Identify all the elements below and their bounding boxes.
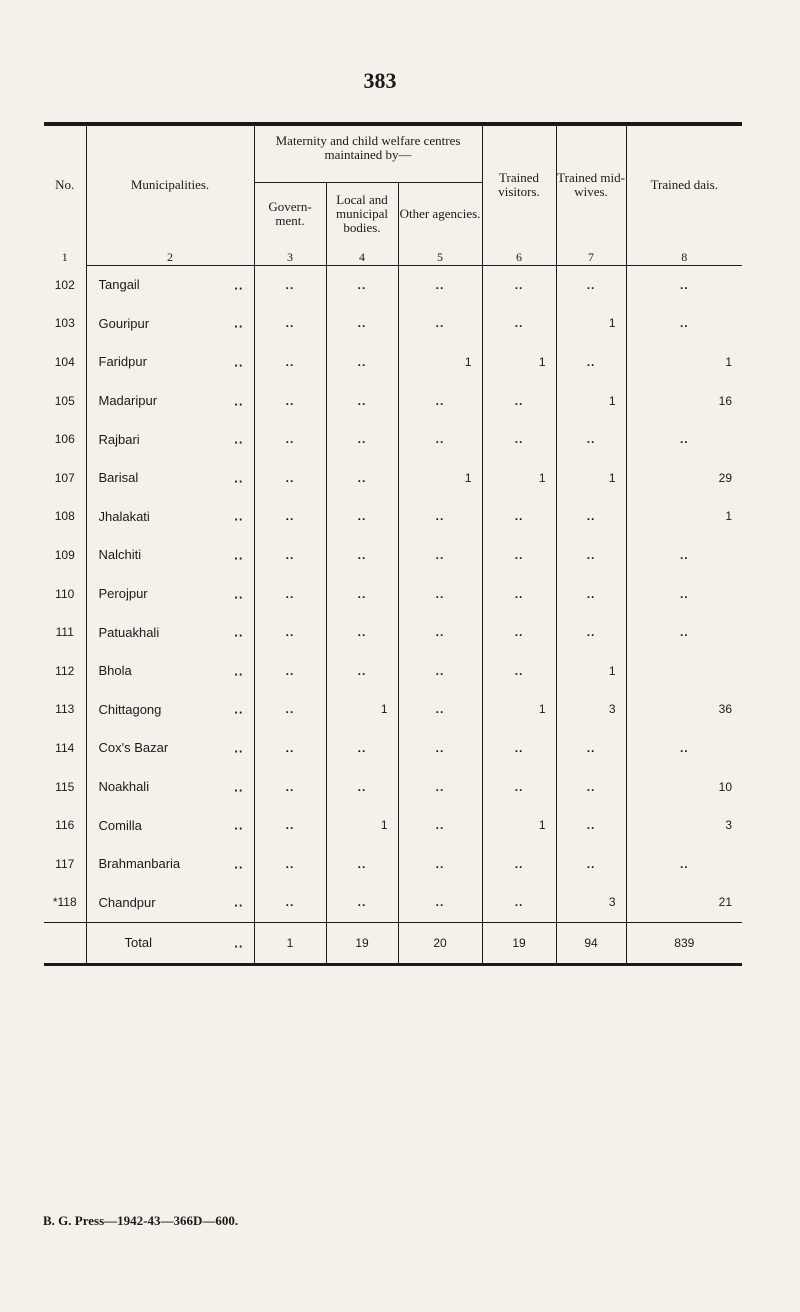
- municipality-name-text: Patuakhali: [98, 624, 160, 640]
- cell-trained-midwives: ..: [556, 574, 626, 613]
- cell-trained-visitors: ..: [482, 265, 556, 304]
- cell-other-agencies: ..: [398, 806, 482, 845]
- leader-dots: ..: [234, 663, 244, 679]
- municipality-name-text: Madaripur: [98, 393, 158, 409]
- leader-dots: ..: [234, 894, 244, 910]
- cell-government: ..: [254, 265, 326, 304]
- header-no: No.: [55, 177, 75, 193]
- table-row: [44, 806, 742, 845]
- row-number: 105: [54, 393, 75, 408]
- municipality-name: [86, 883, 254, 922]
- leader-dots: ..: [234, 470, 244, 486]
- cell-other-agencies: ..: [398, 613, 482, 652]
- municipality-name-text: Brahmanbaria: [98, 856, 181, 872]
- table-row: [44, 420, 742, 459]
- municipality-name: [86, 458, 254, 497]
- cell-local-bodies: ..: [326, 304, 398, 343]
- table-row: [44, 304, 742, 343]
- cell-trained-visitors: ..: [482, 536, 556, 575]
- cell-local-bodies: ..: [326, 613, 398, 652]
- cell-local-bodies: 1: [326, 806, 398, 845]
- cell-trained-midwives: 1: [556, 651, 626, 690]
- municipality-name: [86, 304, 254, 343]
- column-number: 7: [556, 245, 626, 266]
- table-row: [44, 767, 742, 806]
- header-trained-midwives: Trained mid-wives.: [556, 126, 626, 245]
- total-label-text: Total: [124, 935, 152, 951]
- header-trained-dais: Trained dais.: [626, 126, 742, 245]
- municipality-name-text: Tangail: [98, 277, 140, 293]
- cell-trained-visitors: ..: [482, 883, 556, 922]
- statistics-table-wrapper: [44, 122, 742, 966]
- table-row: [44, 613, 742, 652]
- cell-local-bodies: ..: [326, 458, 398, 497]
- cell-local-bodies: ..: [326, 574, 398, 613]
- table-row: [44, 381, 742, 420]
- municipality-name-text: Noakhali: [98, 779, 150, 795]
- press-imprint: B. G. Press—1942-43—366D—600.: [43, 1213, 239, 1228]
- table-row: [44, 574, 742, 613]
- table-row: [44, 690, 742, 729]
- municipality-name-text: Nalchiti: [98, 547, 142, 563]
- cell-government: ..: [254, 536, 326, 575]
- leader-dots: ..: [234, 315, 244, 331]
- total-local-bodies: 19: [326, 922, 398, 963]
- cell-other-agencies: 1: [398, 458, 482, 497]
- cell-trained-dais: ..: [626, 844, 742, 883]
- cell-trained-midwives: ..: [556, 729, 626, 768]
- municipality-name: [86, 690, 254, 729]
- column-number-row: [44, 245, 742, 266]
- column-number: 6: [482, 245, 556, 266]
- cell-other-agencies: ..: [398, 690, 482, 729]
- row-number: 111: [55, 625, 74, 640]
- leader-dots: ..: [234, 779, 244, 795]
- municipality-name: [86, 729, 254, 768]
- cell-trained-visitors: ..: [482, 729, 556, 768]
- total-government: 1: [254, 922, 326, 963]
- cell-local-bodies: ..: [326, 536, 398, 575]
- row-number: 115: [55, 779, 75, 794]
- cell-other-agencies: ..: [398, 497, 482, 536]
- cell-trained-visitors: ..: [482, 767, 556, 806]
- cell-government: ..: [254, 420, 326, 459]
- header-local-bodies: Local and municipal bodies.: [326, 182, 398, 245]
- table-row: [44, 651, 742, 690]
- table-row: [44, 458, 742, 497]
- cell-trained-midwives: ..: [556, 265, 626, 304]
- cell-trained-visitors: ..: [482, 613, 556, 652]
- municipality-name: [86, 613, 254, 652]
- cell-trained-dais: 10: [626, 767, 742, 806]
- cell-other-agencies: ..: [398, 767, 482, 806]
- leader-dots: ..: [234, 935, 244, 951]
- cell-government: ..: [254, 497, 326, 536]
- column-number: 1: [61, 250, 68, 264]
- cell-trained-dais: ..: [626, 304, 742, 343]
- cell-local-bodies: ..: [326, 844, 398, 883]
- header-government: Govern-ment.: [254, 182, 326, 245]
- cell-trained-midwives: 3: [556, 690, 626, 729]
- cell-government: ..: [254, 806, 326, 845]
- table-row: [44, 844, 742, 883]
- cell-local-bodies: ..: [326, 265, 398, 304]
- municipality-name-text: Cox's Bazar: [98, 740, 169, 756]
- cell-local-bodies: ..: [326, 343, 398, 382]
- table-row: [44, 497, 742, 536]
- header-municipalities: Municipalities.: [86, 126, 254, 245]
- cell-local-bodies: ..: [326, 767, 398, 806]
- municipality-name-text: Rajbari: [98, 431, 140, 447]
- total-trained-dais: 839: [626, 922, 742, 963]
- cell-trained-dais: 36: [626, 690, 742, 729]
- row-number: 104: [54, 354, 75, 369]
- cell-other-agencies: ..: [398, 536, 482, 575]
- cell-trained-midwives: ..: [556, 536, 626, 575]
- total-trained-visitors: 19: [482, 922, 556, 963]
- municipality-name: [86, 651, 254, 690]
- row-number: 103: [54, 316, 75, 331]
- cell-trained-dais: ..: [626, 265, 742, 304]
- row-number: *118: [52, 895, 77, 910]
- cell-other-agencies: ..: [398, 883, 482, 922]
- cell-trained-midwives: 1: [556, 381, 626, 420]
- cell-other-agencies: ..: [398, 729, 482, 768]
- row-number: 107: [54, 470, 75, 485]
- cell-government: ..: [254, 767, 326, 806]
- cell-trained-visitors: ..: [482, 381, 556, 420]
- municipality-name-text: Chandpur: [98, 894, 156, 910]
- leader-dots: ..: [234, 393, 244, 409]
- cell-trained-visitors: ..: [482, 304, 556, 343]
- row-number: 113: [55, 702, 75, 717]
- cell-government: ..: [254, 343, 326, 382]
- total-other-agencies: 20: [398, 922, 482, 963]
- leader-dots: ..: [234, 508, 244, 524]
- cell-government: ..: [254, 844, 326, 883]
- leader-dots: ..: [234, 277, 244, 293]
- cell-trained-visitors: ..: [482, 497, 556, 536]
- cell-local-bodies: ..: [326, 381, 398, 420]
- table-row: [44, 343, 742, 382]
- cell-government: ..: [254, 458, 326, 497]
- header-other-agencies: Other agencies.: [398, 182, 482, 245]
- cell-local-bodies: ..: [326, 883, 398, 922]
- leader-dots: ..: [234, 586, 244, 602]
- cell-local-bodies: ..: [326, 497, 398, 536]
- municipality-name: [86, 844, 254, 883]
- column-number: 3: [254, 245, 326, 266]
- total-label: [86, 922, 254, 963]
- municipality-name: [86, 497, 254, 536]
- cell-local-bodies: ..: [326, 729, 398, 768]
- leader-dots: ..: [234, 817, 244, 833]
- row-number: 116: [55, 818, 75, 833]
- municipality-name: [86, 806, 254, 845]
- row-number: 108: [54, 509, 75, 524]
- row-number: 102: [54, 277, 75, 292]
- total-trained-midwives: 94: [556, 922, 626, 963]
- cell-trained-dais: 21: [626, 883, 742, 922]
- cell-government: ..: [254, 883, 326, 922]
- leader-dots: ..: [234, 354, 244, 370]
- cell-trained-midwives: 1: [556, 458, 626, 497]
- leader-dots: ..: [234, 547, 244, 563]
- column-number: 5: [398, 245, 482, 266]
- cell-trained-dais: ..: [626, 729, 742, 768]
- cell-trained-midwives: ..: [556, 343, 626, 382]
- cell-other-agencies: ..: [398, 651, 482, 690]
- municipality-name-text: Bhola: [98, 663, 132, 679]
- header-trained-visitors: Trained visitors.: [482, 126, 556, 245]
- leader-dots: ..: [234, 624, 244, 640]
- cell-trained-midwives: ..: [556, 420, 626, 459]
- header-group-centres: Maternity and child welfare centres maintained by—: [254, 126, 482, 182]
- page-number: 383: [363, 68, 397, 93]
- column-number: 8: [626, 245, 742, 266]
- cell-government: ..: [254, 729, 326, 768]
- municipality-name: [86, 381, 254, 420]
- cell-government: ..: [254, 613, 326, 652]
- leader-dots: ..: [234, 740, 244, 756]
- municipality-name-text: Faridpur: [98, 354, 147, 370]
- leader-dots: ..: [234, 701, 244, 717]
- cell-trained-visitors: ..: [482, 574, 556, 613]
- table-bottom-rule: [44, 963, 742, 966]
- cell-trained-visitors: 1: [482, 690, 556, 729]
- municipality-name: [86, 574, 254, 613]
- cell-trained-visitors: 1: [482, 806, 556, 845]
- table-row: [44, 729, 742, 768]
- municipality-name: [86, 767, 254, 806]
- table-row: [44, 536, 742, 575]
- cell-trained-midwives: 3: [556, 883, 626, 922]
- row-number: 110: [55, 586, 75, 601]
- leader-dots: ..: [234, 856, 244, 872]
- column-number: 4: [326, 245, 398, 266]
- cell-trained-dais: [626, 651, 742, 690]
- cell-other-agencies: ..: [398, 844, 482, 883]
- cell-trained-dais: 16: [626, 381, 742, 420]
- cell-trained-midwives: ..: [556, 806, 626, 845]
- cell-other-agencies: 1: [398, 343, 482, 382]
- table-row: [44, 883, 742, 922]
- cell-government: ..: [254, 651, 326, 690]
- cell-government: ..: [254, 574, 326, 613]
- table-row: [44, 265, 742, 304]
- cell-trained-visitors: 1: [482, 458, 556, 497]
- municipality-name-text: Chittagong: [98, 701, 162, 717]
- cell-trained-midwives: ..: [556, 497, 626, 536]
- cell-trained-dais: 1: [626, 497, 742, 536]
- row-number: 106: [54, 432, 75, 447]
- cell-government: ..: [254, 304, 326, 343]
- row-number: 109: [54, 547, 75, 562]
- cell-local-bodies: ..: [326, 420, 398, 459]
- maternity-welfare-table: [44, 126, 742, 963]
- municipality-name: [86, 265, 254, 304]
- cell-trained-visitors: ..: [482, 651, 556, 690]
- cell-trained-visitors: ..: [482, 844, 556, 883]
- cell-trained-midwives: ..: [556, 613, 626, 652]
- cell-other-agencies: ..: [398, 381, 482, 420]
- cell-trained-visitors: 1: [482, 343, 556, 382]
- cell-other-agencies: ..: [398, 304, 482, 343]
- municipality-name-text: Barisal: [98, 470, 139, 486]
- municipality-name-text: Perojpur: [98, 586, 148, 602]
- municipality-name-text: Jhalakati: [98, 508, 150, 524]
- cell-trained-dais: 29: [626, 458, 742, 497]
- cell-other-agencies: ..: [398, 574, 482, 613]
- cell-trained-midwives: 1: [556, 304, 626, 343]
- cell-other-agencies: ..: [398, 265, 482, 304]
- municipality-name-text: Comilla: [98, 817, 142, 833]
- cell-other-agencies: ..: [398, 420, 482, 459]
- cell-trained-dais: 1: [626, 343, 742, 382]
- cell-trained-visitors: ..: [482, 420, 556, 459]
- table-body: [44, 265, 742, 922]
- column-number: 2: [86, 245, 254, 266]
- row-number: 112: [55, 663, 75, 678]
- cell-trained-midwives: ..: [556, 767, 626, 806]
- row-number: 114: [55, 740, 75, 755]
- row-number: 117: [55, 856, 75, 871]
- total-row: [44, 922, 742, 963]
- cell-trained-dais: ..: [626, 420, 742, 459]
- municipality-name: [86, 420, 254, 459]
- cell-trained-dais: ..: [626, 536, 742, 575]
- cell-local-bodies: 1: [326, 690, 398, 729]
- cell-government: ..: [254, 690, 326, 729]
- cell-trained-dais: 3: [626, 806, 742, 845]
- cell-local-bodies: ..: [326, 651, 398, 690]
- cell-trained-dais: ..: [626, 574, 742, 613]
- municipality-name: [86, 343, 254, 382]
- cell-trained-dais: ..: [626, 613, 742, 652]
- cell-trained-midwives: ..: [556, 844, 626, 883]
- cell-government: ..: [254, 381, 326, 420]
- municipality-name: [86, 536, 254, 575]
- leader-dots: ..: [234, 431, 244, 447]
- municipality-name-text: Gouripur: [98, 315, 150, 331]
